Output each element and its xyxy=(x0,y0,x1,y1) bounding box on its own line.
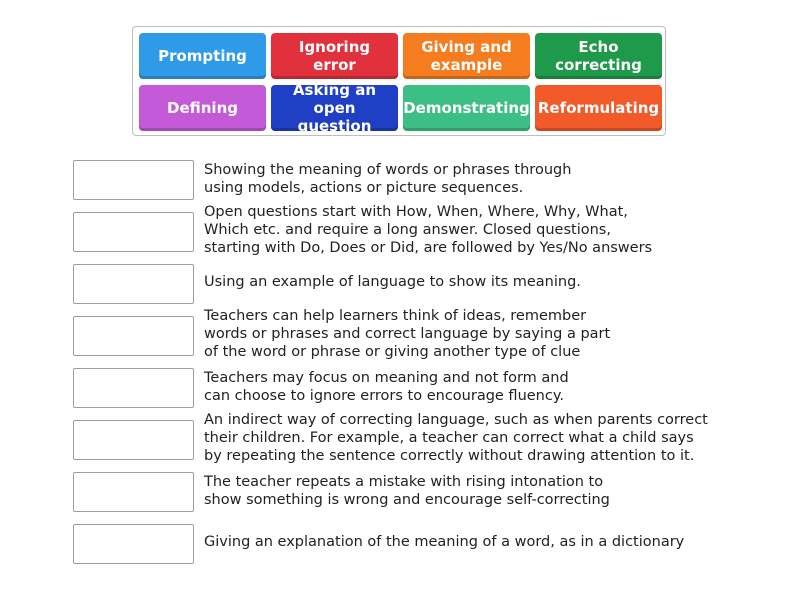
row-description: Giving an explanation of the meaning of a word, as in a dictionary xyxy=(204,534,685,550)
tile-echo-correcting[interactable]: Echo correcting xyxy=(535,33,662,79)
tile-giving-an-example[interactable]: Giving and example xyxy=(403,33,530,79)
row-description: An indirect way of correcting language, such as when parents correct their children. For example, a teacher can correct what a child says by repeating the sentence correctly without drawing attention to it. xyxy=(204,412,708,464)
drop-box[interactable] xyxy=(73,212,194,252)
row-description: Teachers may focus on meaning and not form and can choose to ignore errors to encourage fluency. xyxy=(204,370,569,404)
row-description: Open questions start with How, When, Where, Why, What, Which etc. and require a long answer. Closed questions, starting with Do, Does or Did, are followed by Yes/No answers xyxy=(204,204,653,256)
tile-defining[interactable]: Defining xyxy=(139,85,266,131)
drop-box[interactable] xyxy=(73,472,194,512)
tile-asking-an-open-question[interactable]: Asking an open question xyxy=(271,85,398,131)
row-description: The teacher repeats a mistake with rising intonation to show something is wrong and encourage self-correcting xyxy=(204,474,610,508)
tile-prompting[interactable]: Prompting xyxy=(139,33,266,79)
drop-box[interactable] xyxy=(73,316,194,356)
row-description: Using an example of language to show its meaning. xyxy=(204,274,581,290)
tile-demonstrating[interactable]: Demonstrating xyxy=(403,85,530,131)
answer-tile-panel xyxy=(132,26,666,136)
tile-reformulating[interactable]: Reformulating xyxy=(535,85,662,131)
drop-box[interactable] xyxy=(73,264,194,304)
drop-box[interactable] xyxy=(73,368,194,408)
row-description: Teachers can help learners think of ideas, remember words or phrases and correct language by saying a part of the word or phrase or giving another type of clue xyxy=(204,308,611,360)
row-description: Showing the meaning of words or phrases through using models, actions or picture sequences. xyxy=(204,162,572,196)
drop-box[interactable] xyxy=(73,160,194,200)
tile-ignoring-error[interactable]: Ignoring error xyxy=(271,33,398,79)
drop-box[interactable] xyxy=(73,524,194,564)
drop-box[interactable] xyxy=(73,420,194,460)
